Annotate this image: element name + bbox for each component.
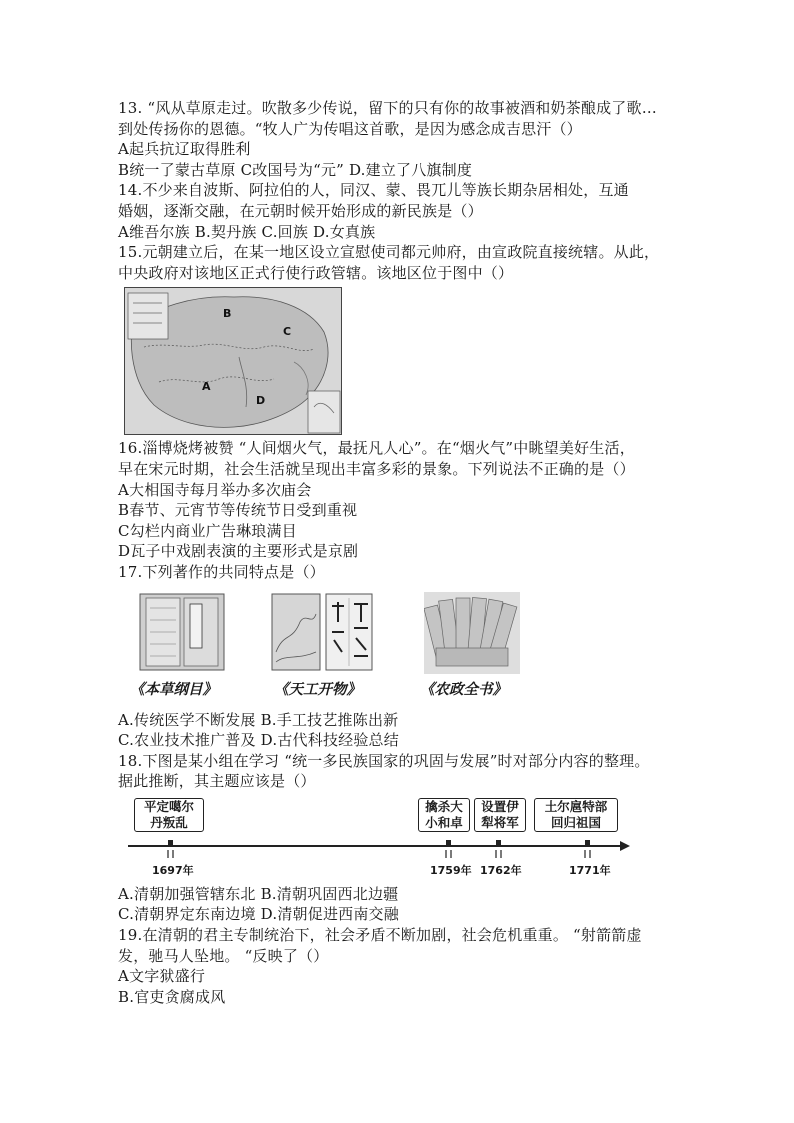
map-label-d: D — [256, 394, 266, 408]
timeline-year-1771: 1771年 — [569, 863, 611, 877]
q17-options-ab: A.传统医学不断发展 B.手工技艺推陈出新 — [118, 710, 399, 729]
timeline-event-yili: 设置伊 犁将军 — [474, 798, 526, 832]
timeline-event-hezhuo: 擒杀大 小和卓 — [418, 798, 470, 832]
map-label-c: C — [283, 325, 292, 339]
timeline-year-1759: 1759年 — [430, 863, 472, 877]
q15-stem-line2: 中央政府对该地区正式行使行政管辖。该地区位于图中（） — [118, 263, 514, 282]
timeline-event-galdan: 平定噶尔 丹叛乱 — [134, 798, 204, 832]
q16-option-d: D瓦子中戏剧表演的主要形式是京剧 — [118, 542, 359, 561]
book-caption-bencao: 《本草纲目》 — [130, 680, 217, 698]
q15-stem-line1: 15.元朝建立后，在某一地区设立宣慰使司都元帅府，由宣政院直接统辖。从此， — [118, 243, 660, 262]
books-figure — [118, 586, 678, 708]
q13-options-bcd: B统一了蒙古草原 C改国号为“元” D.建立了八旗制度 — [118, 160, 473, 179]
q17-stem: 17.下列著作的共同特点是（） — [118, 562, 325, 581]
q14-stem-line1: 14.不少来自波斯、阿拉伯的人，同汉、蒙、畏兀儿等族长期杂居相处，互通 — [118, 181, 629, 200]
map-label-b: B — [223, 307, 232, 321]
q16-stem-line2: 早在宋元时期，社会生活就呈现出丰富多彩的景象。下列说法不正确的是（） — [118, 459, 635, 478]
timeline-year-1762: 1762年 — [480, 863, 522, 877]
q16-option-a: A大相国寺每月举办多次庙会 — [118, 480, 312, 499]
q16-option-b: B春节、元宵节等传统节日受到重视 — [118, 501, 358, 520]
q14-options: A维吾尔族 B.契丹族 C.回族 D.女真族 — [118, 222, 376, 241]
nongzheng-book-image — [424, 592, 520, 674]
q13-option-a: A起兵抗辽取得胜利 — [118, 140, 251, 159]
q19-option-a: A文字狱盛行 — [118, 967, 206, 986]
q16-stem-line1: 16.淄博烧烤被赞 “人间烟火气，最抚凡人心”。在“烟火气”中眺望美好生活， — [118, 439, 635, 458]
qing-timeline — [118, 794, 678, 884]
exam-page — [118, 98, 678, 1007]
q18-options-cd: C.清朝界定东南边境 D.清朝促进西南交融 — [118, 905, 399, 924]
q18-options-ab: A.清朝加强管辖东北 B.清朝巩固西北边疆 — [118, 884, 399, 903]
q19-stem-line1: 19.在清朝的君主专制统治下，社会矛盾不断加剧，社会危机重重。 “射箭箭虚 — [118, 926, 642, 945]
q13-stem-line2: 到处传扬你的恩德。“牧人广为传唱这首歌，是因为感念成吉思汗（） — [118, 119, 582, 138]
q19-stem-line2: 发，驰马人坠地。 “反映了（） — [118, 946, 329, 965]
q17-options-cd: C.农业技术推广普及 D.古代科技经验总结 — [118, 731, 399, 750]
tiangong-book-image — [270, 592, 374, 672]
book-caption-tiangong: 《天工开物》 — [274, 680, 361, 698]
map-label-a: A — [202, 380, 211, 394]
timeline-year-1697: 1697年 — [152, 863, 194, 877]
book-caption-nongzheng: 《农政全书》 — [420, 680, 507, 698]
q13-stem-line1: 13. “风从草原走过。吹散多少传说，留下的只有你的故事被酒和奶茶酿成了歌… — [118, 99, 657, 117]
timeline-event-torghut: 土尔扈特部 回归祖国 — [534, 798, 618, 832]
q16-option-c: C勾栏内商业广告琳琅满目 — [118, 521, 297, 540]
q18-stem-line1: 18.下图是某小组在学习 “统一多民族国家的巩固与发展”时对部分内容的整理。 — [118, 751, 650, 770]
q18-stem-line2: 据此推断，其主题应该是（） — [118, 772, 316, 791]
q14-stem-line2: 婚姻，逐渐交融，在元朝时候开始形成的新民族是（） — [118, 201, 483, 220]
bencao-book-image — [138, 592, 226, 672]
yuan-dynasty-map — [124, 287, 342, 435]
q19-option-b: B.官吏贪腐成风 — [118, 987, 226, 1006]
